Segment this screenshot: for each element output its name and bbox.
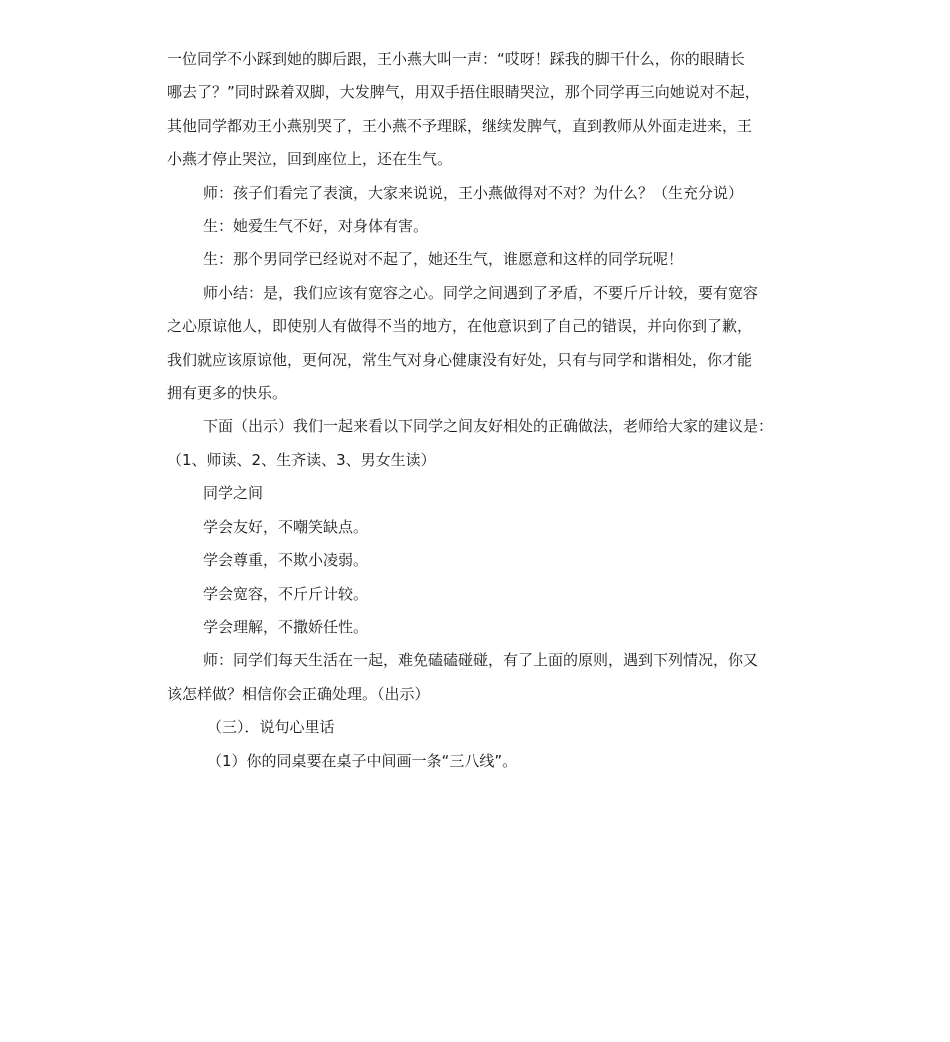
- student-answer: 生：她爱生气不好，对身体有害。: [203, 217, 429, 236]
- teacher-instruction: 师：同学们每天生活在一起，难免磕磕碰碰，有了上面的原则，遇到下列情况，你又: [203, 651, 759, 670]
- teacher-summary: 师小结：是，我们应该有宽容之心。同学之间遇到了矛盾，不要斤斤计较，要有宽容: [203, 283, 759, 302]
- paragraph-line: 我们就应该原谅他，更何况，常生气对身心健康没有好处，只有与同学和谐相处，你才能: [167, 350, 753, 369]
- student-answer: 生：那个男同学已经说对不起了，她还生气，谁愿意和这样的同学玩呢！: [203, 250, 684, 269]
- section-heading: （三）．说句心里话: [207, 718, 335, 737]
- principle-item: 学会理解，不撒娇任性。: [203, 617, 369, 636]
- paragraph-line: 哪去了？”同时跺着双脚，大发脾气，用双手捂住眼睛哭泣，那个同学再三向她说对不起，: [167, 83, 760, 102]
- paragraph-line: 之心原谅他人，即使别人有做得不当的地方，在他意识到了自己的错误，并向你到了歉，: [167, 317, 753, 336]
- document-body: [167, 43, 797, 778]
- paragraph-line: 一位同学不小踩到她的脚后跟，王小燕大叫一声：“哎呀！踩我的脚干什么，你的眼睛长: [167, 50, 745, 68]
- principle-item: 学会宽容，不斤斤计较。: [203, 584, 369, 603]
- paragraph-line: 该怎样做？相信你会正确处理。（出示）: [167, 684, 430, 703]
- paragraph-line: 其他同学都劝王小燕别哭了，王小燕不予理睬，继续发脾气，直到教师从外面走进来，王: [167, 116, 753, 135]
- paragraph-line: 拥有更多的快乐。: [167, 384, 288, 403]
- paragraph-line: 下面（出示）我们一起来看以下同学之间友好相处的正确做法，老师给大家的建议是：: [203, 417, 774, 436]
- paragraph-line: 小燕才停止哭泣，回到座位上，还在生气。: [167, 150, 453, 169]
- teacher-question: 师：孩子们看完了表演，大家来说说，王小燕做得对不对？为什么？（生充分说）: [203, 183, 744, 202]
- scenario-item: （1）你的同桌要在桌子中间画一条“三八线”。: [207, 751, 518, 770]
- principles-heading: 同学之间: [203, 484, 264, 503]
- principle-item: 学会友好，不嘲笑缺点。: [203, 517, 369, 536]
- paragraph-line: （1、师读、2、生齐读、3、男女生读）: [167, 450, 436, 469]
- principle-item: 学会尊重，不欺小凌弱。: [203, 551, 369, 570]
